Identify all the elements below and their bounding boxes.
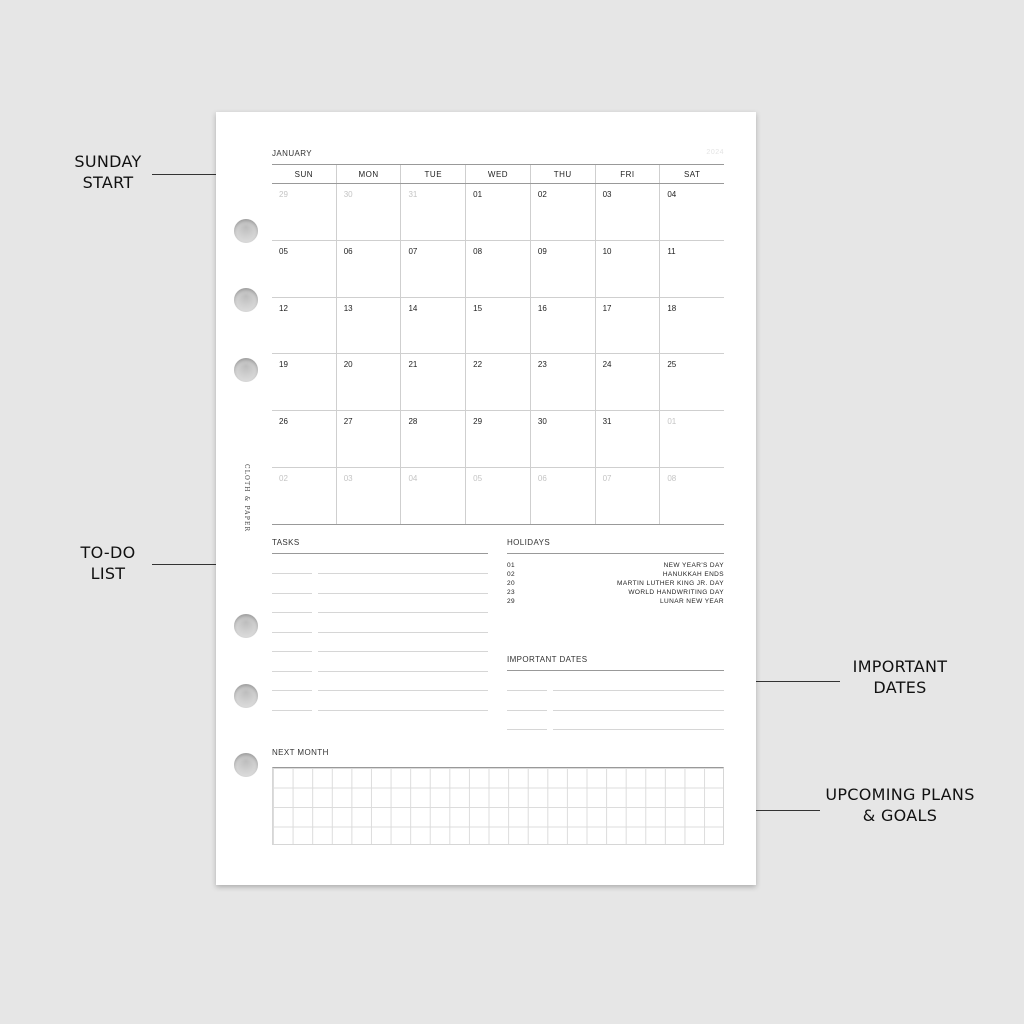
- calendar-day-cell[interactable]: 03: [336, 468, 401, 524]
- annotation-line-2: & GOALS: [862, 806, 938, 825]
- holiday-day: 20: [507, 580, 516, 587]
- annotation-important-dates: [830, 656, 970, 698]
- month-calendar: [272, 164, 724, 525]
- tasks-title: TASKS: [272, 538, 300, 547]
- weekday-mon: MON: [336, 165, 401, 183]
- annotation-sunday-start: [58, 151, 158, 193]
- calendar-day-cell[interactable]: 04: [659, 184, 724, 240]
- important-date-line[interactable]: [507, 729, 547, 730]
- calendar-day-cell[interactable]: 20: [336, 354, 401, 410]
- calendar-day-cell[interactable]: 05: [465, 468, 530, 524]
- holiday-item: [507, 579, 724, 588]
- task-line[interactable]: [318, 593, 488, 594]
- holiday-day: 02: [507, 571, 516, 578]
- calendar-day-cell[interactable]: 30: [336, 184, 401, 240]
- task-check-line[interactable]: [272, 710, 312, 711]
- holidays-title: HOLIDAYS: [507, 538, 551, 547]
- calendar-day-cell[interactable]: 21: [400, 354, 465, 410]
- task-line[interactable]: [318, 632, 488, 633]
- calendar-day-cell[interactable]: 11: [659, 241, 724, 297]
- task-check-line[interactable]: [272, 573, 312, 574]
- calendar-day-cell[interactable]: 08: [659, 468, 724, 524]
- annotation-line-2: START: [82, 173, 134, 192]
- task-check-line[interactable]: [272, 690, 312, 691]
- calendar-day-cell[interactable]: 17: [595, 298, 660, 354]
- calendar-day-cell[interactable]: 06: [530, 468, 595, 524]
- calendar-day-cell[interactable]: 13: [336, 298, 401, 354]
- brand-mark: CLOTH & PAPER: [243, 464, 250, 533]
- annotation-line-1: IMPORTANT: [852, 657, 948, 676]
- calendar-day-cell[interactable]: 22: [465, 354, 530, 410]
- holiday-name: LUNAR NEW YEAR: [660, 598, 724, 605]
- weekday-thu: THU: [530, 165, 595, 183]
- task-check-line[interactable]: [272, 651, 312, 652]
- important-date-line[interactable]: [507, 710, 547, 711]
- task-line[interactable]: [318, 710, 488, 711]
- calendar-day-cell[interactable]: 07: [400, 241, 465, 297]
- calendar-day-cell[interactable]: 04: [400, 468, 465, 524]
- planner-page: [216, 112, 756, 885]
- annotation-line-2: DATES: [873, 678, 927, 697]
- calendar-week-row: [272, 468, 724, 525]
- holiday-name: NEW YEAR'S DAY: [663, 562, 724, 569]
- task-check-line[interactable]: [272, 632, 312, 633]
- calendar-week-row: [272, 184, 724, 241]
- weekday-header: [272, 164, 724, 184]
- calendar-weeks: [272, 184, 724, 525]
- holiday-item: [507, 588, 724, 597]
- annotation-line-1: UPCOMING PLANS: [825, 785, 975, 804]
- annotation-upcoming-plans: [810, 784, 990, 826]
- task-line[interactable]: [318, 612, 488, 613]
- annotation-line-1: SUNDAY: [74, 152, 142, 171]
- calendar-day-cell[interactable]: 31: [595, 411, 660, 467]
- tasks-rule: [272, 553, 488, 554]
- task-line[interactable]: [318, 671, 488, 672]
- weekday-fri: FRI: [595, 165, 660, 183]
- holiday-name: MARTIN LUTHER KING JR. DAY: [617, 580, 724, 587]
- calendar-day-cell[interactable]: 19: [279, 360, 288, 370]
- calendar-day-cell[interactable]: 02: [279, 473, 288, 483]
- holiday-name: HANUKKAH ENDS: [662, 571, 724, 578]
- calendar-day-cell[interactable]: 10: [595, 241, 660, 297]
- calendar-day-cell[interactable]: 15: [465, 298, 530, 354]
- calendar-day-cell[interactable]: 06: [336, 241, 401, 297]
- next-month-grid[interactable]: [272, 767, 724, 845]
- important-note-line[interactable]: [553, 690, 724, 691]
- calendar-day-cell[interactable]: 29: [279, 190, 288, 199]
- holiday-item: [507, 570, 724, 579]
- calendar-day-cell[interactable]: 26: [279, 417, 288, 427]
- calendar-day-cell[interactable]: 29: [465, 411, 530, 467]
- calendar-day-cell[interactable]: 08: [465, 241, 530, 297]
- calendar-day-cell[interactable]: 01: [465, 184, 530, 240]
- calendar-day-cell[interactable]: 16: [530, 298, 595, 354]
- calendar-day-cell[interactable]: 09: [530, 241, 595, 297]
- punch-hole: [234, 684, 258, 708]
- calendar-day-cell[interactable]: 27: [336, 411, 401, 467]
- holiday-item: [507, 561, 724, 570]
- calendar-week-row: [272, 241, 724, 298]
- important-date-line[interactable]: [507, 690, 547, 691]
- task-check-line[interactable]: [272, 671, 312, 672]
- holiday-item: [507, 597, 724, 606]
- punch-hole: [234, 753, 258, 777]
- calendar-day-cell[interactable]: 14: [400, 298, 465, 354]
- weekday-wed: WED: [465, 165, 530, 183]
- important-note-line[interactable]: [553, 710, 724, 711]
- task-line[interactable]: [318, 651, 488, 652]
- punch-hole: [234, 219, 258, 243]
- calendar-day-cell[interactable]: 18: [659, 298, 724, 354]
- calendar-day-cell[interactable]: 07: [595, 468, 660, 524]
- calendar-week-row: [272, 411, 724, 468]
- holiday-day: 29: [507, 598, 516, 605]
- annotation-todo-list: [58, 542, 158, 584]
- calendar-day-cell[interactable]: 31: [400, 184, 465, 240]
- task-check-line[interactable]: [272, 593, 312, 594]
- calendar-day-cell[interactable]: 24: [595, 354, 660, 410]
- weekday-sat: SAT: [659, 165, 724, 183]
- task-line[interactable]: [318, 690, 488, 691]
- task-line[interactable]: [318, 573, 488, 574]
- punch-hole: [234, 288, 258, 312]
- holiday-day: 01: [507, 562, 516, 569]
- calendar-week-row: [272, 354, 724, 411]
- important-dates-title: IMPORTANT DATES: [507, 655, 588, 664]
- calendar-day-cell[interactable]: 28: [400, 411, 465, 467]
- annotation-line-1: TO-DO: [80, 543, 136, 562]
- calendar-week-row: [272, 298, 724, 355]
- next-month-title: NEXT MONTH: [272, 748, 329, 757]
- weekday-tue: TUE: [400, 165, 465, 183]
- calendar-day-cell[interactable]: 30: [530, 411, 595, 467]
- weekday-sun: SUN: [294, 170, 314, 179]
- important-note-line[interactable]: [553, 729, 724, 730]
- calendar-day-cell[interactable]: 23: [530, 354, 595, 410]
- calendar-day-cell[interactable]: 02: [530, 184, 595, 240]
- punch-hole: [234, 614, 258, 638]
- calendar-day-cell[interactable]: 01: [659, 411, 724, 467]
- important-dates-rule: [507, 670, 724, 671]
- holiday-name: WORLD HANDWRITING DAY: [628, 589, 724, 596]
- calendar-day-cell[interactable]: 12: [279, 303, 288, 313]
- calendar-day-cell[interactable]: 05: [279, 246, 288, 256]
- year-label: 2024: [706, 149, 724, 156]
- holidays-rule: [507, 553, 724, 554]
- annotation-line-2: LIST: [90, 564, 126, 583]
- punch-hole: [234, 358, 258, 382]
- holiday-list: [507, 561, 724, 606]
- task-check-line[interactable]: [272, 612, 312, 613]
- calendar-day-cell[interactable]: 25: [659, 354, 724, 410]
- holiday-day: 23: [507, 589, 516, 596]
- month-title: JANUARY: [272, 149, 312, 158]
- calendar-day-cell[interactable]: 03: [595, 184, 660, 240]
